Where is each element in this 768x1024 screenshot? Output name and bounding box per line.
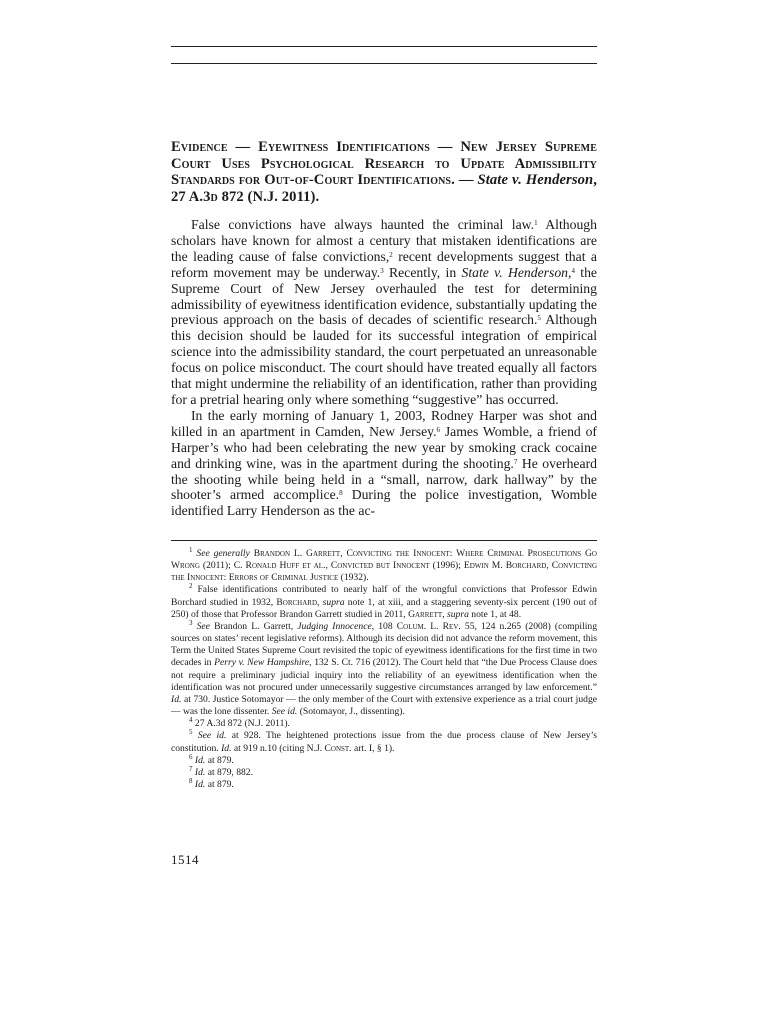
footnote-text: at 730. Justice Sotomayor — the only member of the Court with extensive experience as a trial court judge — was the lone dissenter.: [171, 693, 597, 718]
sentence: He overheard the shooting while being held in a “small, narrow, dark hallway” by the shooter’s armed accomplice.: [171, 455, 597, 503]
footnote-ref-7[interactable]: 7: [513, 457, 518, 466]
citation: Brandon L. Garrett, Convicting the Innocent: Where Criminal Prosecutions Go Wrong: [171, 548, 597, 572]
case-comment-title: [171, 139, 597, 205]
signal: See: [196, 620, 210, 632]
footnote-text: at 928. The heightened protections issue from the due process clause of New Jersey’s constitution.: [171, 730, 597, 754]
sentence: recent developments suggest that a reform movement may be underway.: [171, 248, 597, 280]
footnote-text: art. I, § 1).: [351, 742, 395, 754]
footnote-text: at 919 n.10 (citing: [231, 742, 307, 754]
footnote-number: 1: [189, 546, 193, 554]
footnote-text: at 879.: [205, 778, 234, 790]
title-citation: , 27 A.3d 872 (N.J. 2011).: [171, 172, 597, 205]
footnotes: [171, 548, 597, 791]
title-case-name: State v. Henderson: [477, 172, 594, 188]
sentence: During the police investigation, Womble identified Larry Henderson as the ac-: [171, 487, 597, 519]
footnote-ref-8[interactable]: 8: [339, 489, 343, 498]
paragraph-2: [171, 408, 597, 519]
footnote-text: See id.: [197, 730, 227, 742]
footnote-text: ,: [317, 596, 323, 608]
sentence: Recently, in: [383, 264, 462, 280]
paragraph-1: False convictions have always haunted the criminal law.$^1$ Although scholars have known for almost a century that mistaken identifications are the leading cause of false convictions,$^2$ recent developments suggest that a reform movement may be underway.$^3$ Recently, in State v. Henderson,$^4$ the Supreme Court of New Jersey overhauled the test for determining admissibility of eyewitness identification evidence, substantially updating the previous approach on the basis of decades of scientific research.$^5$ Although this decision should be lauded for its successful integration of empirical science into the admissibility standard, the court perpetuated an unreasonable focus on police misconduct. The court should have treated equally all factors that might undermine the reliability of an identification, rather than providing for a pretrial hearing only where something “suggestive” has occurred.: [171, 217, 597, 407]
footnote-ref-6[interactable]: 6: [436, 425, 441, 434]
footnote-text: ,: [442, 608, 448, 620]
footnote-ref-2[interactable]: 2: [389, 250, 393, 259]
footnote-7: [171, 764, 597, 779]
footnote-number: 5: [189, 728, 193, 737]
footnote-text: Id.: [171, 693, 182, 705]
sentence: Although this decision should be lauded for its successful integration of empirical science into the admissibility standard, the court perpetuated an unreasonable focus on police misconduct. The court should have treated equally all factors that might undermine the reliability of an identification, rather than providing for a pretrial hearing only where something “suggestive” has occurred.: [171, 312, 597, 407]
footnote-text: note 1, at xiii, and a staggering seventy-six percent (190 out of 250) of those that Professor Brandon Garrett studied in 2011,: [171, 596, 597, 620]
citation: (2011);: [199, 560, 234, 572]
footnote-text: supra: [447, 608, 469, 620]
footnote-text: Colum. L. Rev.: [396, 620, 461, 632]
footnote-text: Garrett: [408, 608, 443, 620]
footnote-number: 4: [189, 716, 193, 725]
footnote-text: note 1, at 48.: [468, 608, 522, 620]
footnote-5: [171, 730, 597, 754]
sentence: Although scholars have known for almost a century that mistaken identifications are the leading cause of false convictions,: [171, 217, 597, 264]
footnote-number: 2: [189, 582, 193, 591]
title-caption: Evidence — Eyewitness Identifications — New Jersey Supreme Court Uses Psychological Research to Update Admissibility Standards for Out-of-Court Identifications. —: [171, 139, 597, 188]
footnote-text: Id.: [194, 754, 206, 766]
footnote-text: Perry v. New Hampshire: [214, 657, 310, 669]
footnote-text: at 879.: [205, 754, 234, 766]
footnote-number: 3: [189, 618, 193, 627]
footnote-3: [171, 618, 597, 718]
footnote-text: Brandon L. Garrett,: [209, 620, 298, 632]
footnote-4: [171, 718, 597, 730]
footnote-text: Judging Innocence: [297, 620, 372, 632]
footnote-text: (Sotomayor, J., dissenting).: [297, 706, 405, 718]
footnote-ref-3[interactable]: 3: [380, 266, 384, 275]
footnote-number: 7: [189, 764, 193, 773]
footnote-text: supra: [322, 596, 345, 608]
footnote-text: Id.: [194, 766, 206, 778]
signal: See generally: [196, 548, 250, 559]
footnote-text: Id.: [194, 778, 206, 790]
sentence: James Womble, a friend of Harper’s who had been celebrating the new year by smoking crack cocaine and drinking wine, was in the apartment during the shooting.: [171, 423, 597, 471]
sentence: In the early morning of January 1, 2003, Rodney Harper was shot and killed in an apartment in Camden, New Jersey.: [171, 407, 597, 439]
footnote-ref-1[interactable]: 1: [534, 219, 538, 227]
header-rule-bottom: [171, 63, 597, 64]
footnote-ref-4[interactable]: 4: [571, 266, 575, 275]
footnote-8: [171, 776, 597, 791]
body-text: [171, 217, 597, 519]
footnote-text: 55, 124 n.265 (2008) (compiling sources on states’ recent legislative reforms). Although its decision did not advance the reform movement, this Term the United States Supreme Court revisited the topic of eyewitness identifications for the first time in two decades in: [171, 620, 597, 669]
citation: (1996);: [429, 560, 464, 572]
case-name-inline: State v. Henderson: [461, 264, 569, 280]
footnote-text: , 108: [371, 620, 397, 632]
footnote-2: [171, 584, 597, 620]
footnote-text: at 879, 882.: [205, 766, 253, 778]
citation: C. Ronald Huff et al., Convicted but Innocent: [233, 560, 430, 572]
sentence: False convictions have always haunted the criminal law.: [191, 217, 535, 232]
footnote-1: [171, 548, 597, 584]
footnote-6: [171, 752, 597, 767]
page-number: 1514: [171, 852, 199, 867]
footnote-ref-5[interactable]: 5: [537, 314, 541, 323]
footnote-separator: [171, 540, 597, 541]
footnote-number: 6: [189, 752, 193, 761]
citation: Edwin M. Borchard, Convicting the Innocent: Errors of Criminal Justice: [171, 560, 598, 584]
footnote-text: 27 A.3d 872 (N.J. 2011).: [194, 718, 290, 730]
footnote-text: N.J. Const.: [306, 742, 352, 754]
footnote-text: See id.: [271, 706, 298, 718]
sentence: the Supreme Court of New Jersey overhauled the test for determining admissibility of eyewitness identification evidence, substantially updating the previous approach on the basis of decades of scientific research.: [171, 264, 597, 328]
footnote-text: False identifications contributed to nearly half of the wrongful convictions that Professor Edwin Borchard studied in 1932,: [171, 584, 597, 608]
footnote-text: Id.: [221, 742, 232, 754]
footnote-text: , 132 S. Ct. 716 (2012). The Court held that “the Due Process Clause does not require a preliminary judicial inquiry into the reliability of an eyewitness identification when the identification was not procured under unnecessarily suggestive circumstances arranged by law enforcement.”: [171, 657, 597, 693]
footnote-text: Borchard: [276, 596, 318, 608]
citation: (1932).: [338, 572, 369, 584]
footnote-number: 8: [189, 776, 193, 785]
header-rule-top: [171, 46, 597, 47]
